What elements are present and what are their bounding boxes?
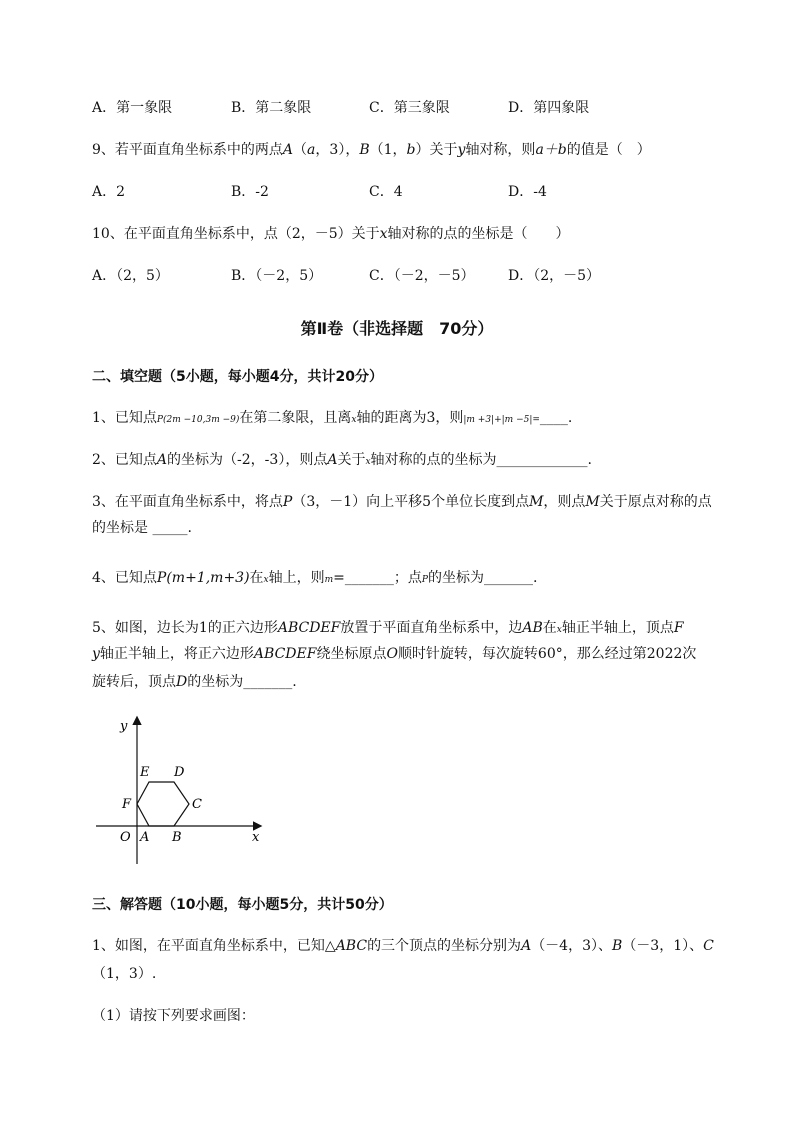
q10-axis-x: x <box>379 226 388 242</box>
fill-question-1 <box>92 408 572 430</box>
q10-option-d: D．（2，－5） <box>508 268 601 284</box>
q9-text: 9、若平面直角坐标系中的两点 <box>92 142 283 158</box>
fill-question-5-line2 <box>92 644 696 664</box>
solve-question-1-sub1: （1）请按下列要求画图： <box>92 1008 255 1024</box>
q9-text: 轴对称，则 <box>465 142 536 158</box>
f4-text: 4、已知点 <box>92 570 157 586</box>
q9-var-a: a <box>307 142 316 158</box>
hexagon-figure <box>92 712 272 872</box>
f1-axis-x: x <box>351 415 357 425</box>
f2-text: 轴对称的点的坐标为_____________. <box>370 452 592 468</box>
f3-text: 3、在平面直角坐标系中，将点 <box>92 494 283 510</box>
label-d: D <box>174 765 185 780</box>
solve-question-1-line2: （1，3）. <box>92 966 157 982</box>
label-b: B <box>172 830 182 845</box>
s1-point-c: C <box>703 938 714 954</box>
fill-question-3-line2: 的坐标是 _____. <box>92 520 192 536</box>
fill-question-5-line3 <box>92 672 297 692</box>
q10-option-c: C．（－2，－5） <box>369 268 475 284</box>
s1-point-a: A <box>521 938 532 954</box>
f5-edge-ab: AB <box>522 620 543 636</box>
label-f: F <box>122 797 132 812</box>
label-y: y <box>120 719 128 734</box>
f4-text: 在 <box>249 570 264 586</box>
fill-question-3-line1 <box>92 492 712 512</box>
f5-axis-y: y <box>92 646 100 662</box>
q8-option-d: D．第四象限 <box>508 100 590 116</box>
f5-text: 的坐标为_______. <box>187 674 297 690</box>
f5-text: 5、如图，边长为1的正六边形 <box>92 620 278 636</box>
q10-text: 10、在平面直角坐标系中，点（2，－5）关于 <box>92 226 380 242</box>
f4-axis-x: x <box>263 575 269 585</box>
fill-question-4 <box>92 568 537 590</box>
f3-text: （3，－1）向上平移5个单位长度到点 <box>292 494 530 510</box>
s1-text: （－3，1）、 <box>622 938 704 954</box>
q9-expression: a＋b <box>535 142 567 158</box>
q9-question <box>92 140 651 160</box>
f2-point-a: A <box>327 452 338 468</box>
f2-point-a: A <box>156 452 168 468</box>
f5-hexagon-name: ABCDEF <box>277 620 341 636</box>
f5-text: 顺时针旋转，每次旋转60°，那么经过第2022次 <box>397 646 697 662</box>
f5-text: 轴正半轴上，顶点 <box>561 620 674 636</box>
q9-text: ，3）， <box>315 142 360 158</box>
q9-option-b: B．-2 <box>231 184 269 200</box>
q8-option-a: A．第一象限 <box>92 100 173 116</box>
solve-question-1-line1 <box>92 936 714 956</box>
f2-axis-x: x <box>365 457 371 467</box>
label-x: x <box>252 830 260 845</box>
f3-point-p: P <box>282 494 293 510</box>
f4-text: =_______；点 <box>333 570 422 586</box>
hexagon-shape <box>137 782 189 826</box>
f5-vertex-f: F <box>673 620 684 636</box>
f1-expression: |m +3|+|m −5|= <box>463 415 540 425</box>
s1-text: 的三个顶点的坐标分别为 <box>367 938 522 954</box>
q9-var-b: b <box>406 142 416 158</box>
part2-title: 第Ⅱ卷（非选择题 70分） <box>300 319 494 338</box>
f2-text: 关于 <box>337 452 366 468</box>
f2-text: 的坐标为（-2，-3），则点 <box>167 452 328 468</box>
section2-heading: 二、填空题（5小题，每小题4分，共计20分） <box>92 369 383 385</box>
s1-triangle: ABC <box>335 938 368 954</box>
s1-text: （－4，3）、 <box>531 938 613 954</box>
q8-option-b: B．第二象限 <box>231 100 312 116</box>
f4-point: P(m+1,m+3) <box>156 570 250 586</box>
f5-text: 轴正半轴上，将正六边形 <box>99 646 254 662</box>
q9-option-a: A．2 <box>92 184 126 200</box>
f1-text: 在第二象限，且离 <box>239 410 352 426</box>
f5-hexagon-name: ABCDEF <box>253 646 317 662</box>
f4-text: 轴上，则 <box>268 570 325 586</box>
q9-text: 的值是（ ） <box>566 142 651 158</box>
q9-option-c: C．4 <box>369 184 403 200</box>
f3-point-m: M <box>585 494 600 510</box>
label-a: A <box>140 830 150 845</box>
q9-text: （1， <box>369 142 407 158</box>
q10-option-b: B．（－2，5） <box>231 268 323 284</box>
section3-heading: 三、解答题（10小题，每小题5分，共计50分） <box>92 897 393 913</box>
q9-axis-y: y <box>457 142 466 158</box>
f5-text: 放置于平面直角坐标系中，边 <box>340 620 523 636</box>
f5-text: 绕坐标原点 <box>316 646 387 662</box>
f5-text: 旋转后，顶点 <box>92 674 176 690</box>
q8-option-c: C．第三象限 <box>369 100 450 116</box>
f1-text: 轴的距离为3，则 <box>356 410 464 426</box>
f1-point: P(2m −10,3m −9) <box>156 415 240 425</box>
f3-point-m: M <box>529 494 544 510</box>
q9-point-a: A <box>282 142 294 158</box>
f1-blank: ____. <box>539 410 573 426</box>
q10-text: 轴对称的点的坐标是（ ） <box>387 226 570 242</box>
fill-question-2 <box>92 450 592 472</box>
q10-option-a: A．（2，5） <box>92 268 169 284</box>
f3-text: ，则点 <box>543 494 586 510</box>
f4-text: 的坐标为_______. <box>427 570 538 586</box>
q9-option-d: D．-4 <box>508 184 547 200</box>
fill-question-5-line1 <box>92 618 684 640</box>
f5-origin: O <box>386 646 398 662</box>
f5-text: 在 <box>542 620 557 636</box>
q9-text: （ <box>293 142 308 158</box>
f2-text: 2、已知点 <box>92 452 157 468</box>
label-e: E <box>140 765 150 780</box>
f3-text: 关于原点对称的点 <box>599 494 712 510</box>
s1-text: 1、如图，在平面直角坐标系中，已知△ <box>92 938 336 954</box>
f1-text: 1、已知点 <box>92 410 157 426</box>
q10-question <box>92 224 570 244</box>
q9-text: ）关于 <box>415 142 458 158</box>
f4-var-m: m <box>324 575 334 585</box>
f4-point-p: P <box>421 575 428 585</box>
label-c: C <box>192 797 202 812</box>
f5-axis-x: x <box>556 625 562 635</box>
s1-point-b: B <box>612 938 623 954</box>
f5-vertex-d: D <box>176 674 188 690</box>
q9-point-b: B <box>359 142 370 158</box>
label-o: O <box>120 830 131 845</box>
